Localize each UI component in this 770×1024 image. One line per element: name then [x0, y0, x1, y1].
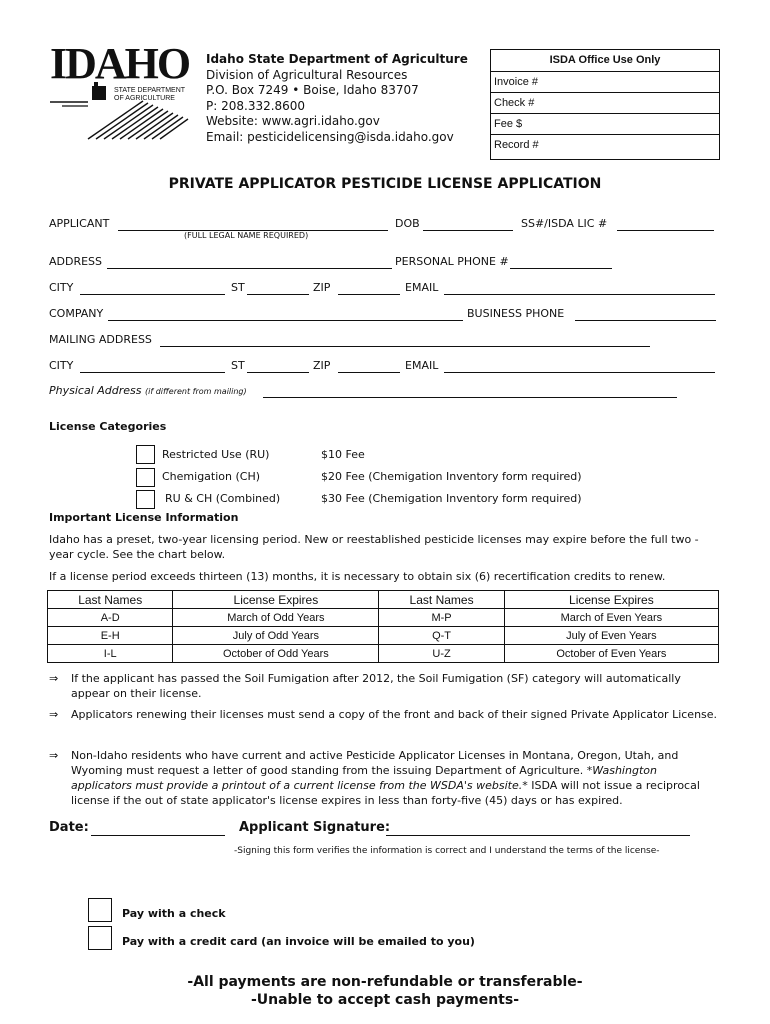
- zip-2-label: ZIP: [313, 359, 331, 372]
- arrow-icon: ⇒: [49, 708, 59, 721]
- restricted-use-label: Restricted Use (RU): [162, 448, 270, 461]
- applicant-label: APPLICANT: [49, 217, 110, 230]
- logo-word: IDAHO: [50, 39, 190, 88]
- table-cell: Q-T: [379, 627, 504, 645]
- combined-label: RU & CH (Combined): [165, 492, 281, 505]
- dob-field[interactable]: [423, 230, 513, 231]
- date-field[interactable]: [91, 835, 225, 836]
- arrow-icon: ⇒: [49, 672, 59, 685]
- pay-check-checkbox[interactable]: [88, 898, 112, 922]
- chemigation-checkbox[interactable]: [136, 468, 155, 487]
- office-use-title: ISDA Office Use Only: [491, 50, 719, 72]
- agency-division: Division of Agricultural Resources: [206, 67, 408, 82]
- city-2-label: CITY: [49, 359, 74, 372]
- info-paragraph-1: Idaho has a preset, two-year licensing period. New or reestablished pesticide licenses may expire before the full two -year cycle. See the chart below.: [49, 533, 699, 561]
- pay-card-label: Pay with a credit card (an invoice will be emailed to you): [122, 935, 475, 948]
- physical-address-label: [49, 384, 247, 397]
- email-field[interactable]: [444, 294, 715, 295]
- table-cell: July of Even Years: [504, 627, 718, 645]
- table-header: License Expires: [504, 591, 718, 609]
- agency-address: P.O. Box 7249 • Boise, Idaho 83707: [206, 83, 419, 97]
- bullet-renewing: [49, 707, 719, 722]
- email-label: EMAIL: [405, 281, 439, 294]
- st-field[interactable]: [247, 294, 309, 295]
- bullet-non-idaho: [49, 748, 719, 808]
- form-title: PRIVATE APPLICATOR PESTICIDE LICENSE APPLICATION: [168, 176, 602, 192]
- agency-phone: P: 208.332.8600: [206, 98, 306, 113]
- ss-label: SS#/ISDA LIC #: [521, 217, 608, 230]
- info-paragraph-2: If a license period exceeds thirteen (13) months, it is necessary to obtain six (6) recertification credits to renew.: [49, 570, 666, 583]
- physical-address-field[interactable]: [263, 397, 677, 398]
- bullet-text-italic: *Washington applicators must provide a printout of a current license from the WSDA's website.: [71, 764, 657, 792]
- footer-line-2: -Unable to accept cash payments-: [250, 992, 520, 1008]
- license-expiration-table: [47, 590, 719, 663]
- table-cell: I-L: [48, 645, 173, 663]
- bullet-text: [71, 748, 719, 808]
- table-header-row: [48, 591, 719, 609]
- restricted-use-fee: $10 Fee: [321, 448, 365, 461]
- signature-note: -Signing this form verifies the information is correct and I understand the terms of the license-: [234, 846, 660, 856]
- signature-field[interactable]: [386, 835, 690, 836]
- city-label: CITY: [49, 281, 74, 294]
- agency-website: Website: www.agri.idaho.gov: [206, 114, 380, 128]
- zip-field[interactable]: [338, 294, 400, 295]
- ss-field[interactable]: [617, 230, 714, 231]
- st-2-field[interactable]: [247, 372, 309, 373]
- business-phone-label: BUSINESS PHONE: [467, 307, 565, 320]
- st-label: ST: [231, 281, 245, 294]
- table-row: [48, 609, 719, 627]
- logo-line-1: STATE DEPARTMENT: [114, 87, 186, 94]
- business-phone-field[interactable]: [575, 320, 716, 321]
- table-cell: U-Z: [379, 645, 504, 663]
- license-categories-heading: License Categories: [49, 420, 167, 433]
- chemigation-fee: $20 Fee (Chemigation Inventory form required): [321, 470, 582, 483]
- table-cell: March of Odd Years: [173, 609, 379, 627]
- table-cell: October of Odd Years: [173, 645, 379, 663]
- office-check: Check #: [491, 93, 719, 114]
- office-use-box: [490, 49, 720, 160]
- combined-fee: $30 Fee (Chemigation Inventory form required): [321, 492, 582, 505]
- city-2-field[interactable]: [80, 372, 225, 373]
- office-fee: Fee $: [491, 114, 719, 135]
- logo-line-2: OF AGRICULTURE: [114, 95, 175, 102]
- physical-address-text: Physical Address: [49, 384, 142, 397]
- agency-block: [206, 52, 468, 145]
- bullet-text-b: * ISDA will not issue a reciprocal license if the out of state applicator's license expires in less than forty-five (45) days or has expired.: [71, 779, 700, 807]
- arrow-icon: ⇒: [49, 749, 59, 762]
- signature-label: Applicant Signature:: [239, 820, 391, 835]
- dob-label: DOB: [395, 217, 420, 230]
- applicant-note: (FULL LEGAL NAME REQUIRED): [184, 231, 309, 240]
- address-field[interactable]: [107, 268, 392, 269]
- table-cell: March of Even Years: [504, 609, 718, 627]
- combined-checkbox[interactable]: [136, 490, 155, 509]
- mailing-address-label: MAILING ADDRESS: [49, 333, 152, 346]
- personal-phone-label: PERSONAL PHONE #: [395, 255, 509, 268]
- agency-name: Idaho State Department of Agriculture: [206, 52, 468, 66]
- zip-2-field[interactable]: [338, 372, 400, 373]
- office-record: Record #: [494, 139, 539, 151]
- table-cell: M-P: [379, 609, 504, 627]
- address-label: ADDRESS: [49, 255, 103, 268]
- table-cell: E-H: [48, 627, 173, 645]
- bullet-text: Applicators renewing their licenses must send a copy of the front and back of their signed Private Applicator License.: [71, 708, 718, 721]
- agency-email: Email: pesticidelicensing@isda.idaho.gov: [206, 129, 454, 144]
- table-header: Last Names: [379, 591, 504, 609]
- table-row: [48, 645, 719, 663]
- pay-card-checkbox[interactable]: [88, 926, 112, 950]
- pay-check-label: Pay with a check: [122, 907, 226, 920]
- physical-address-note: (if different from mailing): [145, 387, 247, 396]
- table-header: Last Names: [48, 591, 173, 609]
- date-label: Date:: [49, 820, 89, 835]
- chemigation-label: Chemigation (CH): [162, 470, 261, 483]
- personal-phone-field[interactable]: [510, 268, 612, 269]
- bullet-text-a: Non-Idaho residents who have current and active Pesticide Applicator Licenses in Montana, Oregon, Utah, and Wyoming must request a letter of good standing from the issuing Department of Agriculture.: [71, 749, 679, 777]
- table-cell: October of Even Years: [504, 645, 718, 663]
- table-cell: July of Odd Years: [173, 627, 379, 645]
- table-header: License Expires: [173, 591, 379, 609]
- bullet-soil-fumigation: [49, 671, 719, 701]
- footer-line-1: -All payments are non-refundable or transferable-: [187, 974, 583, 990]
- restricted-use-checkbox[interactable]: [136, 445, 155, 464]
- email-2-label: EMAIL: [405, 359, 439, 372]
- footer-notice: [0, 973, 770, 1009]
- email-2-field[interactable]: [444, 372, 715, 373]
- important-info-heading: Important License Information: [49, 511, 239, 524]
- mailing-address-field[interactable]: [160, 346, 650, 347]
- st-2-label: ST: [231, 359, 245, 372]
- company-field[interactable]: [108, 320, 463, 321]
- city-field[interactable]: [80, 294, 225, 295]
- table-row: [48, 627, 719, 645]
- bullet-text: If the applicant has passed the Soil Fumigation after 2012, the Soil Fumigation (SF) category will automatically appear on their license.: [71, 672, 681, 700]
- company-label: COMPANY: [49, 307, 104, 320]
- zip-label: ZIP: [313, 281, 331, 294]
- office-invoice: Invoice #: [491, 72, 719, 93]
- table-cell: A-D: [48, 609, 173, 627]
